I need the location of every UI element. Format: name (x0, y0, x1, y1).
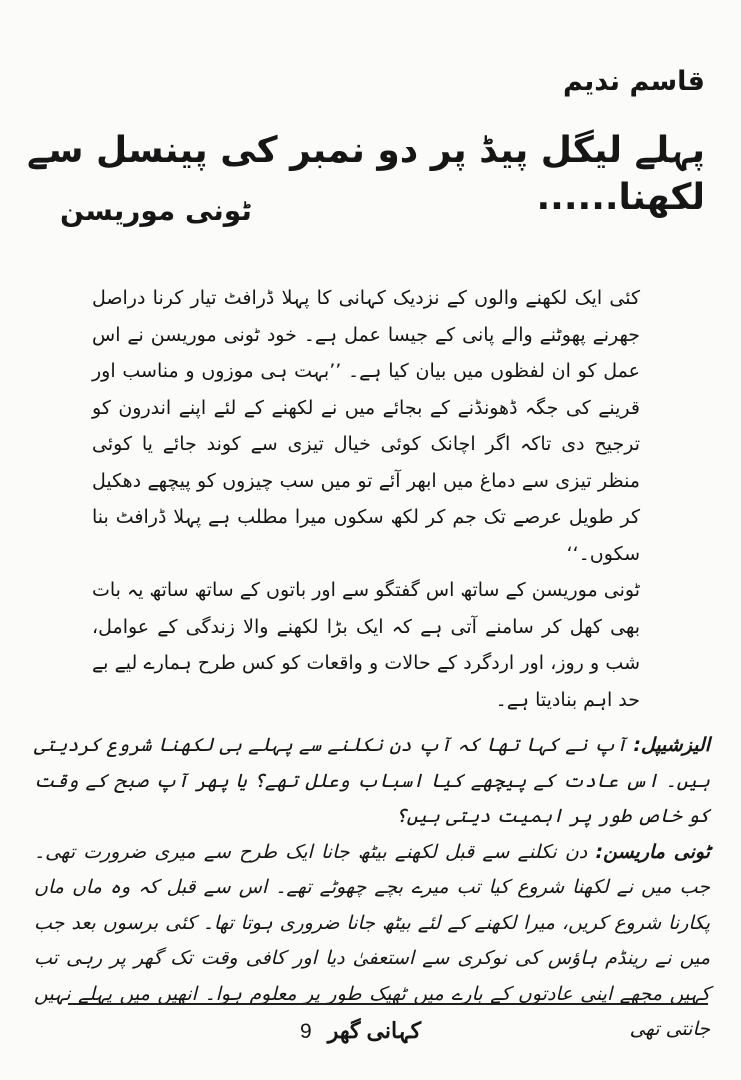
interview-answer (34, 835, 710, 1048)
intro-paragraph: کئی ایک لکھنے والوں کے نزدیک کہانی کا پہلا ڈرافٹ تیار کرنا دراصل جھرنے پھوٹنے والے پانی کے جیسا عمل ہے۔ خود ٹونی موریسن نے اس عمل کو ان لفظوں میں بیان کیا ہے۔ ’’بہت ہی موزوں و مناسب اور قرینے کی جگہ ڈھونڈنے کے بجائے میں نے لکھنے کے لئے اپنے اندرون کو ترجیح دی تاکہ اگر اچانک کوئی خیال تیزی سے کوند جائے یا کوئی منظر تیزی سے دماغ میں ابھر آئے تو میں سب چیزوں کو پیچھے دھکیل کر طویل عرصے تک جم کر لکھ سکوں میرا مطلب ہے پہلا ڈرافٹ بنا سکوں۔‘‘ (92, 287, 640, 565)
magazine-name: کہانی گھر (327, 1018, 422, 1043)
translator-name: قاسم ندیم (563, 66, 705, 97)
interview-section (34, 728, 710, 1048)
speaker-label: ٹونی ماریسن: (595, 840, 710, 863)
speaker-label: الیزشیپل: (633, 734, 710, 756)
article-title: پہلے لیگل پیڈ پر دو نمبر کی پینسل سے لکھنا...... (27, 130, 705, 218)
page-footer (300, 1018, 421, 1044)
interview-text: دن نکلنے سے قبل لکھنے بیٹھ جانا ایک طرح سے میری ضرورت تھی۔ جب میں نے لکھنا شروع کیا تب میرے بچے چھوٹے تھے۔ اس سے قبل کہ وہ ماں ماں پکارنا شروع کریں، میرا لکھنے کے لئے بیٹھ جانا ضروری ہوتا تھا۔ کئی برسوں بعد جب میں نے رینڈم ہاؤس کی نوکری سے استعفیٰ دیا اور کافی وقت تک گھر پر رہی تب کہیں مجھے اپنی عادتوں کے بارے میں ٹھیک طور پر معلوم ہوا۔ انھیں میں پہلے نہیں جانتی تھی (34, 840, 710, 1040)
intro-paragraph: ٹونی موریسن کے ساتھ اس گفتگو سے اور باتوں کے ساتھ ساتھ یہ بات بھی کھل کر سامنے آتی ہے کہ ایک بڑا لکھنے والا زندگی کے عوامل، شب و روز، اور اردگرد کے حالات و واقعات کو کس طرح ہمارے لیے بے حد اہم بنادیتا ہے۔ (92, 579, 640, 711)
intro-section (92, 280, 640, 718)
footer-divider (68, 1003, 708, 1005)
author-name: ٹونی موریسن (60, 194, 252, 227)
interview-text: آپ نے کہا تھا کہ آپ دن نکلنے سے پہلے ہی لکھنا شروع کردیتی ہیں۔ اس عادت کے پیچھے کیا اسباب وعلل تھے؟ یا پھر آپ صبح کے وقت کو خاص طور پر اہمیت دیتی ہیں؟ (34, 734, 710, 827)
page-number: 9 (300, 1020, 312, 1043)
interview-question (34, 728, 710, 835)
